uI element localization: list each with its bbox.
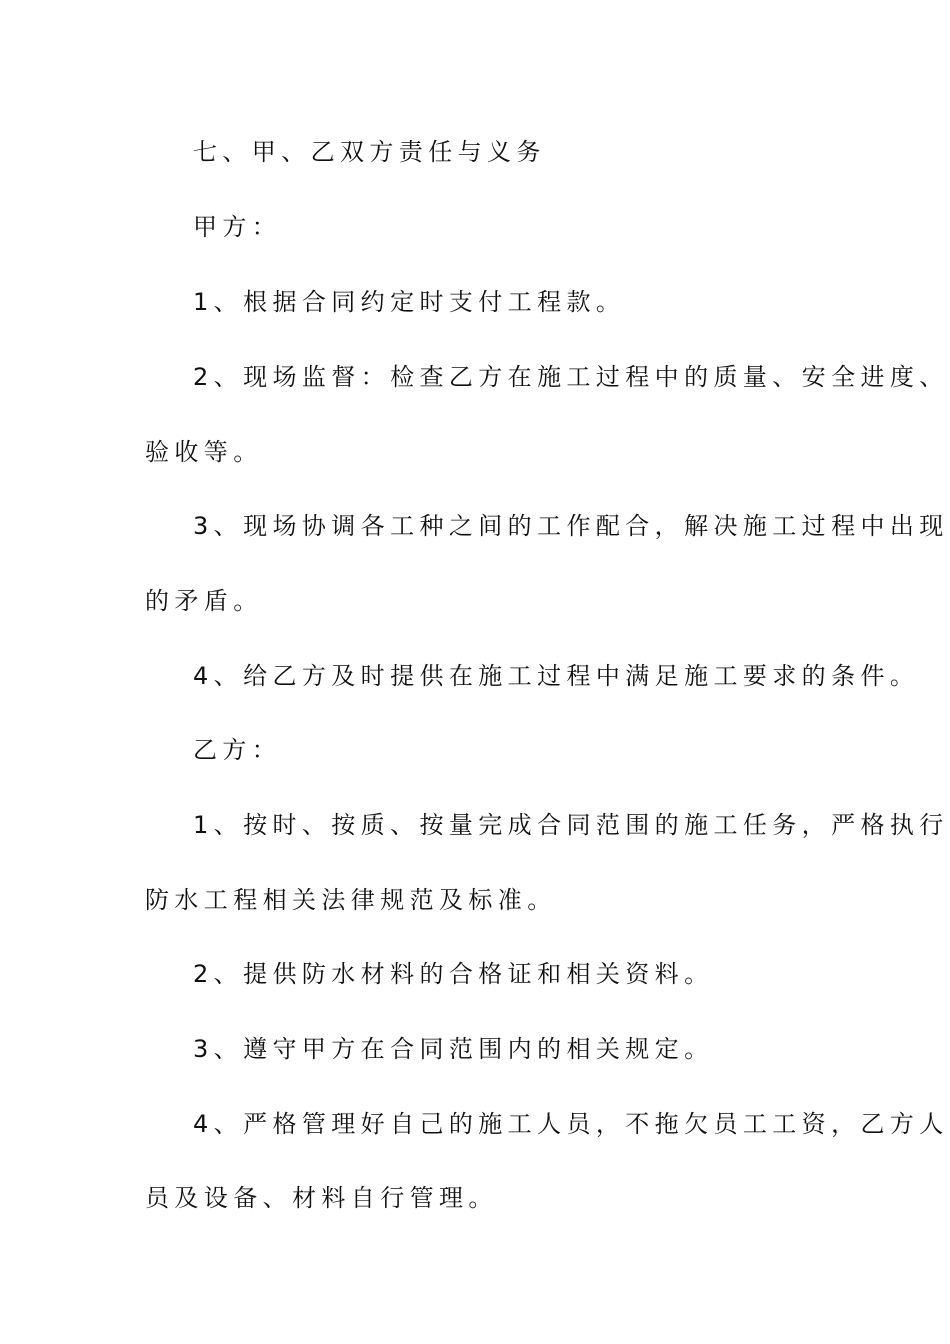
party-b-item-2: 2、提供防水材料的合格证和相关资料。 bbox=[193, 960, 714, 988]
party-a-item-3-continuation: 的矛盾。 bbox=[145, 587, 263, 615]
party-a-item-4: 4、给乙方及时提供在施工过程中满足施工要求的条件。 bbox=[193, 662, 920, 690]
party-b-label: 乙方： bbox=[193, 736, 282, 764]
party-a-item-1: 1、根据合同约定时支付工程款。 bbox=[193, 288, 626, 316]
party-b-item-4-continuation: 员及设备、材料自行管理。 bbox=[145, 1184, 498, 1212]
party-a-item-3: 3、现场协调各工种之间的工作配合，解决施工过程中出现 bbox=[193, 512, 949, 540]
section-title: 七、甲、乙双方责任与义务 bbox=[193, 138, 546, 166]
party-b-item-1: 1、按时、按质、按量完成合同范围的施工任务，严格执行 bbox=[193, 811, 949, 839]
party-a-label: 甲方： bbox=[193, 213, 282, 241]
party-b-item-3: 3、遵守甲方在合同范围内的相关规定。 bbox=[193, 1035, 714, 1063]
party-b-item-4: 4、严格管理好自己的施工人员，不拖欠员工工资，乙方人 bbox=[193, 1110, 949, 1138]
party-a-item-2: 2、现场监督：检查乙方在施工过程中的质量、安全进度、 bbox=[193, 363, 949, 391]
party-a-item-2-continuation: 验收等。 bbox=[145, 438, 263, 466]
party-b-item-1-continuation: 防水工程相关法律规范及标准。 bbox=[145, 886, 557, 914]
